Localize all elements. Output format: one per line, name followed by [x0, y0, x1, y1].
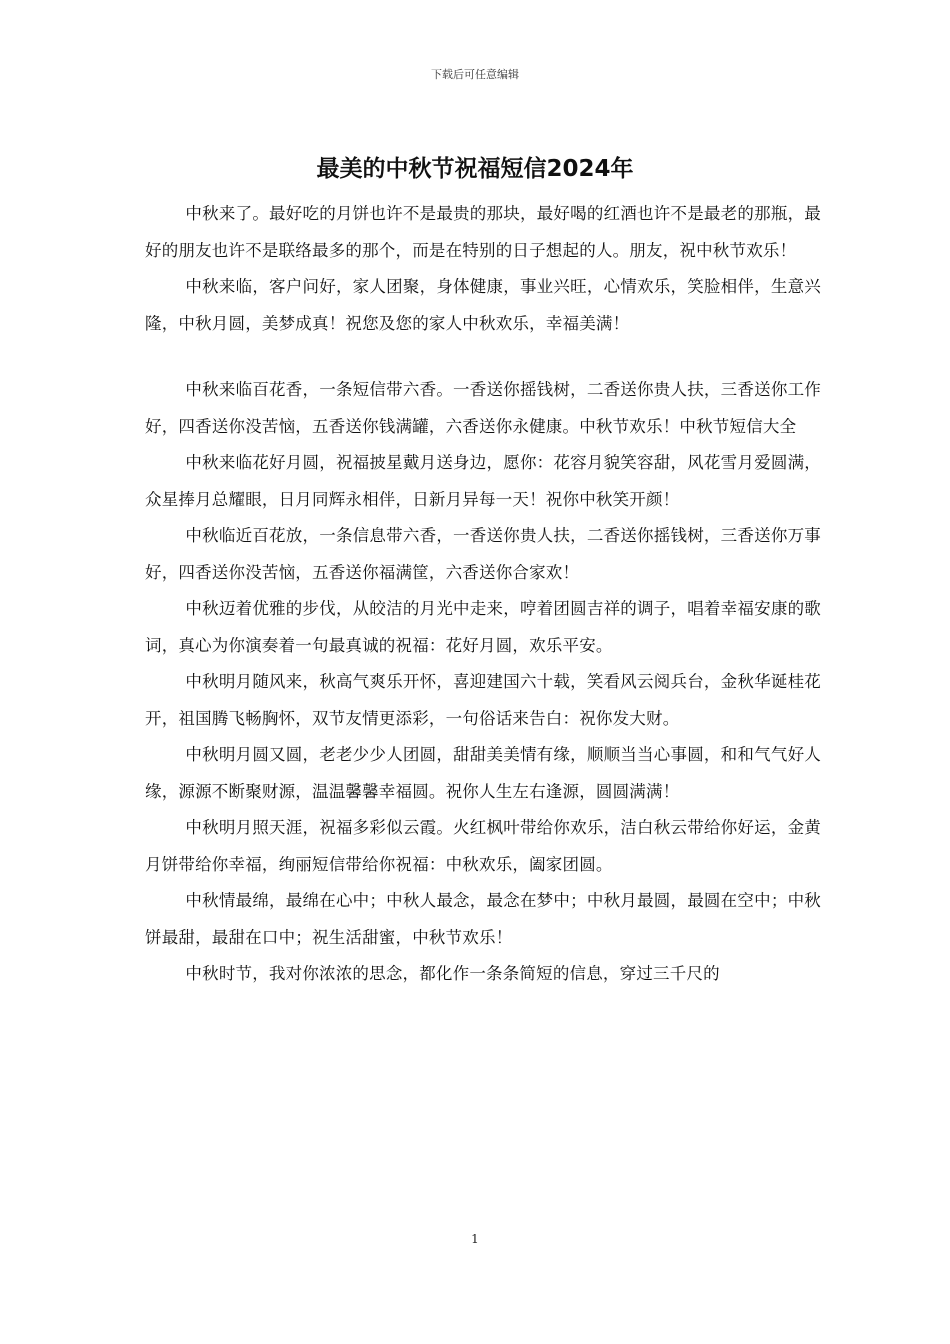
paragraph: 中秋来临百花香，一条短信带六香。一香送你摇钱树，二香送你贵人扶，三香送你工作好，四香送你没苦恼，五香送你钱满罐，六香送你永健康。中秋节欢乐！中秋节短信大全	[145, 380, 821, 436]
document-title: 最美的中秋节祝福短信2024年	[316, 156, 634, 182]
paragraph: 中秋来临，客户问好，家人团聚，身体健康，事业兴旺，心情欢乐，笑脸相伴，生意兴隆，中秋月圆，美梦成真！祝您及您的家人中秋欢乐，幸福美满！	[145, 277, 821, 333]
blank-line	[145, 342, 821, 372]
paragraph: 中秋时节，我对你浓浓的思念，都化作一条条简短的信息，穿过三千尺的	[185, 964, 720, 983]
paragraph: 中秋临近百花放，一条信息带六香，一香送你贵人扶，二香送你摇钱树，三香送你万事好，四香送你没苦恼，五香送你福满筐，六香送你合家欢！	[145, 526, 821, 582]
paragraph: 中秋迈着优雅的步伐，从皎洁的月光中走来，哼着团圆吉祥的调子，唱着幸福安康的歌词，真心为你演奏着一句最真诚的祝福：花好月圆，欢乐平安。	[145, 599, 821, 655]
document-body	[145, 196, 821, 993]
paragraph: 中秋明月圆又圆，老老少少人团圆，甜甜美美情有缘，顺顺当当心事圆，和和气气好人缘，源源不断聚财源，温温馨馨幸福圆。祝你人生左右逢源，圆圆满满！	[145, 745, 821, 801]
header-note: 下载后可任意编辑	[431, 68, 519, 81]
paragraph: 中秋来了。最好吃的月饼也许不是最贵的那块，最好喝的红酒也许不是最老的那瓶，最好的朋友也许不是联络最多的那个，而是在特别的日子想起的人。朋友，祝中秋节欢乐！	[145, 204, 821, 260]
paragraph: 中秋情最绵，最绵在心中；中秋人最念，最念在梦中；中秋月最圆，最圆在空中；中秋饼最甜，最甜在口中；祝生活甜蜜，中秋节欢乐！	[145, 891, 821, 947]
page-number: 1	[471, 1232, 479, 1246]
paragraph: 中秋明月照天涯，祝福多彩似云霞。火红枫叶带给你欢乐，洁白秋云带给你好运，金黄月饼带给你幸福，绚丽短信带给你祝福：中秋欢乐，阖家团圆。	[145, 818, 821, 874]
paragraph: 中秋明月随风来，秋高气爽乐开怀，喜迎建国六十载，笑看风云阅兵台，金秋华诞桂花开，祖国腾飞畅胸怀，双节友情更添彩，一句俗话来告白：祝你发大财。	[145, 672, 821, 728]
paragraph: 中秋来临花好月圆，祝福披星戴月送身边，愿你：花容月貌笑容甜，风花雪月爱圆满，众星捧月总耀眼，日月同辉永相伴，日新月异每一天！祝你中秋笑开颜！	[145, 453, 821, 509]
